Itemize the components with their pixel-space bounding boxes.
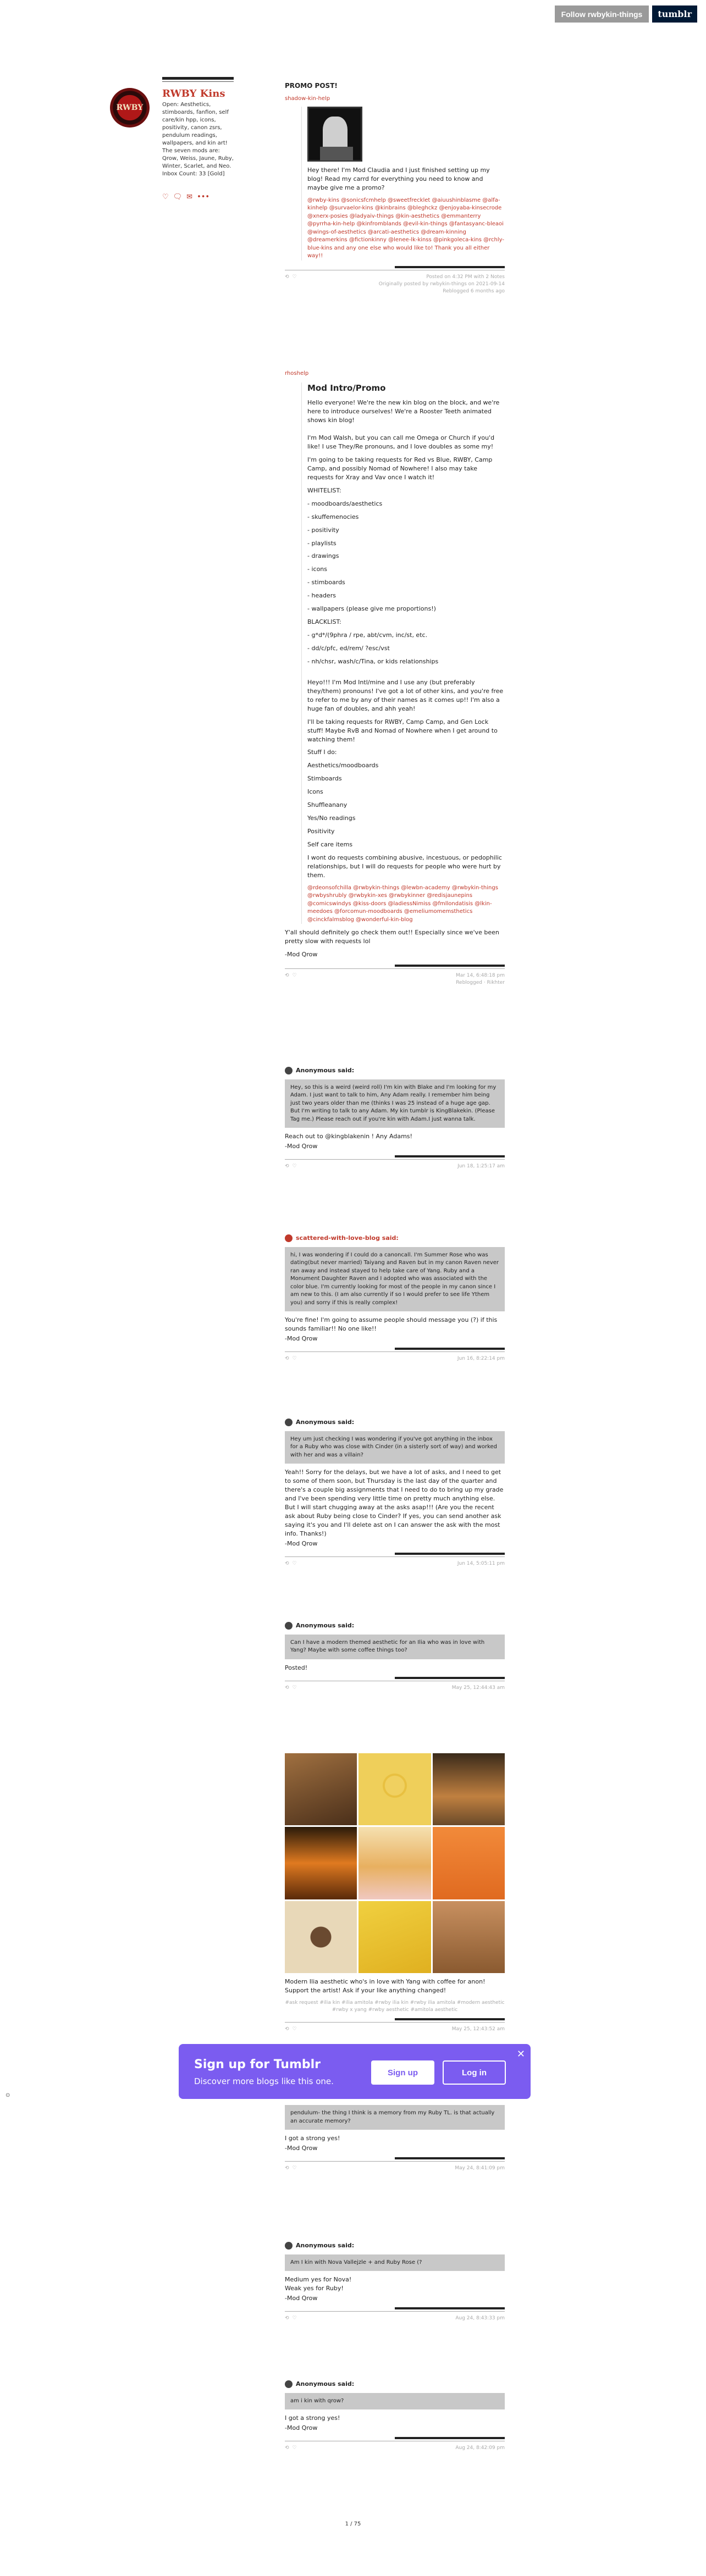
post-divider xyxy=(395,1348,505,1350)
list-item: Positivity xyxy=(307,828,335,835)
photo-cell[interactable] xyxy=(358,1901,431,1973)
list-item: - nh/chsr, wash/c/Tina, or kids relationships xyxy=(307,657,439,665)
list-item: Shuffleanany xyxy=(307,801,348,809)
pagination[interactable]: 1 / 75 xyxy=(345,2521,361,2527)
list-item: - moodboards/aesthetics xyxy=(307,500,383,507)
photo-cell[interactable] xyxy=(358,1753,431,1825)
post-ask xyxy=(285,1621,505,1692)
login-button[interactable]: Log in xyxy=(443,2060,506,2085)
asker-name: Anonymous said: xyxy=(296,1622,355,1629)
post-photoset xyxy=(285,1753,505,2033)
stuff-label: Stuff I do: xyxy=(307,749,337,756)
photo-cell[interactable] xyxy=(433,1901,505,1973)
signature: -Mod Qrow xyxy=(285,951,318,959)
ask-question: am i kin with qrow? xyxy=(285,2393,505,2410)
reblog-icon[interactable]: ⟲♡ xyxy=(285,1560,300,1566)
list-item: - icons xyxy=(307,566,328,573)
post-body: Hey there! I'm Mod Claudia and I just finished setting up my blog! Read my carrd for everything you need to know and maybe give me a promo? xyxy=(307,166,490,191)
post-mod-intro xyxy=(285,365,505,987)
post-meta: Jun 18, 1:25:17 am xyxy=(457,1164,505,1170)
asker-name[interactable]: scattered-with-love-blog said: xyxy=(296,1234,399,1242)
post-divider xyxy=(395,2018,505,2020)
ask-answer: Posted! xyxy=(285,1664,308,1671)
post-divider xyxy=(395,2157,505,2159)
ask-answer: I got a strong yes! xyxy=(285,2414,340,2422)
post-divider-thin xyxy=(285,1556,505,1557)
reblog-icon[interactable]: ⟲♡ xyxy=(285,274,300,280)
anon-avatar-icon xyxy=(285,2242,293,2250)
post-meta: May 25, 12:44:43 am xyxy=(451,1685,505,1691)
sidebar-icons xyxy=(162,192,209,203)
reblog-icon[interactable]: ⟲♡ xyxy=(285,1356,300,1362)
ask-question: Can I have a modern themed aesthetic for an Ilia who was in love with Yang? Maybe with some coffee things too? xyxy=(285,1635,505,1659)
list-item: - g*d*/(9phra / rpe, abt/cvm, inc/st, etc. xyxy=(307,631,428,639)
post-divider-thin xyxy=(285,2161,505,2162)
list-item: - headers xyxy=(307,592,336,600)
post-divider-thin xyxy=(285,2022,505,2023)
post-ask xyxy=(285,2380,505,2452)
intro-text-2: I'm Mod Walsh, but you can call me Omega or Church if you'd like! I use They/Re pronouns, and I love doubles as some my! xyxy=(307,434,495,450)
post-meta: Aug 24, 8:42:09 pm xyxy=(455,2445,505,2451)
reblog-source-link[interactable]: rhoshelp xyxy=(285,370,309,376)
ask-question: hi, I was wondering if I could do a canoncall. I'm Summer Rose who was dating(but never married) Taiyang and Raven but in my canon Raven never ran away and instead stayed to help take care of Yang. Ruby and a Monument Daughter Raven and I adopted who was associated with the color blue. I'm currently looking for most of the people in my canon since I am new to this. (I am also currently if so I would prefer to see life Ythem you) and sorry if this is really complex! xyxy=(285,1247,505,1312)
post-divider-thin xyxy=(285,1159,505,1160)
ask-answer: Medium yes for Nova! Weak yes for Ruby! xyxy=(285,2276,352,2292)
photo-cell[interactable] xyxy=(285,1827,357,1899)
post-ask xyxy=(285,1234,505,1362)
ask-answer: You're fine! I'm going to assume people should message you (?) if this sounds familiar!! No one like!! xyxy=(285,1316,498,1333)
post-meta: Jun 14, 5:05:11 pm xyxy=(457,1560,505,1566)
list-item: - positivity xyxy=(307,526,339,534)
list-item: - stimboards xyxy=(307,579,345,586)
reblog-icon[interactable]: ⟲♡ xyxy=(285,1164,300,1170)
list-item: - drawings xyxy=(307,552,339,560)
heart-icon[interactable]: ♡ xyxy=(162,193,169,201)
photo-cell[interactable] xyxy=(285,1753,357,1825)
post-divider-thin xyxy=(285,968,505,969)
ask-answer: Reach out to @kingblakenin ! Any Adams! xyxy=(285,1133,412,1140)
post-divider xyxy=(395,2437,505,2439)
mod2-text: Heyo!!! I'm Mod Intl/mine and I use any (but preferably they/them) pronouns! I've got a lot of other kins, and you're free to refer to me by any of their names as it comes up!! I'm also a huge fan of doubles, and ahh yeah! xyxy=(307,678,504,712)
asker-name: Anonymous said: xyxy=(296,2380,355,2387)
signup-banner xyxy=(179,2044,531,2099)
banner-title: Sign up for Tumblr xyxy=(194,2058,321,2071)
reblog-icon[interactable]: ⟲♡ xyxy=(285,1685,300,1691)
post-tags[interactable]: #ask request #ilia kin #ilia amitola #rwby ilia kin #rwby ilia amitola #modern aesthetic #rwby x yang #rwby aesthetic #amitola aesthetic xyxy=(285,1999,505,2013)
avatar[interactable]: RWBY xyxy=(110,88,150,128)
list-item: - wallpapers (please give me proportions!) xyxy=(307,605,436,613)
scroll-indicator-icon[interactable]: ⊙ xyxy=(5,2092,10,2098)
chat-icon[interactable]: 🗨 xyxy=(173,193,183,201)
list-item: Icons xyxy=(307,788,323,796)
asker-name: Anonymous said: xyxy=(296,2242,355,2249)
asker-name: Anonymous said: xyxy=(296,1067,355,1074)
list-item: Self care items xyxy=(307,841,353,848)
reblog-icon[interactable]: ⟲♡ xyxy=(285,2026,300,2032)
anon-avatar-icon xyxy=(285,1622,293,1630)
reblog-icon[interactable]: ⟲♡ xyxy=(285,973,300,979)
anon-avatar-icon xyxy=(285,1067,293,1074)
list-item: Aesthetics/moodboards xyxy=(307,762,379,769)
photo-cell[interactable] xyxy=(433,1827,505,1899)
intro-text-3: I'm going to be taking requests for Red vs Blue, RWBY, Camp Camp, and possibly Nomad of Nowhere! I also may take requests for Xray and Vav once I watch it! xyxy=(307,456,493,481)
reblog-icon[interactable]: ⟲♡ xyxy=(285,2315,300,2322)
reblog-source-link[interactable]: shadow-kin-help xyxy=(285,96,330,102)
list-item: - playlists xyxy=(307,539,337,547)
follow-button[interactable]: Follow rwbykin-things xyxy=(555,5,649,23)
post-divider-thin xyxy=(285,1351,505,1352)
blog-title[interactable]: RWBY Kins xyxy=(162,88,225,99)
post-mentions[interactable]: @rwby-kins @sonicsfcmhelp @sweetfrecklet @aiuushinblasme @alfa-kinhelp @survaelor-kins @kinbrains @bleghckz @enjoyaba-kinsecrode @xnerx-posies @ladyaiv-things @kin-aesthetics @emmanterry @pyrrha-kin-help @kinfromblands @evil-kin-things @fantasyanc-bleaoi @wings-of-aesthetics @arcati-aesthetics @dream-kinning @dreamerkins @fictionkinny @lenee-lk-kinss @pinkgoleca-kins @rchly-blue-kins and any one else who would like to! Thank you all either way!! xyxy=(307,197,505,259)
photo-cell[interactable] xyxy=(285,1901,357,1973)
closing-text: Y'all should definitely go check them out!! Especially since we've been pretty slow with requests lol xyxy=(285,929,499,945)
post-title: Mod Intro/Promo xyxy=(307,383,386,393)
post-meta-time: Reblogged 6 months ago xyxy=(443,288,505,294)
post-divider xyxy=(395,965,505,967)
signature: -Mod Qrow xyxy=(285,2144,318,2152)
sidebar-divider xyxy=(162,77,234,80)
post-divider-thin xyxy=(285,2311,505,2312)
post-caption: Modern Ilia aesthetic who's in love with Yang with coffee for anon! Support the artist! Ask if your like anything changed! xyxy=(285,1978,486,1994)
post-ask xyxy=(285,1066,505,1170)
reblog-icon[interactable]: ⟲♡ xyxy=(285,2445,300,2451)
post-image[interactable] xyxy=(307,107,362,162)
list-item: Yes/No readings xyxy=(307,815,356,822)
mail-icon[interactable]: ✉ xyxy=(186,193,193,201)
post-title: PROMO POST! xyxy=(285,82,338,90)
list-item: Stimboards xyxy=(307,775,342,783)
ask-question: Am I kin with Nova Vallejzle + and Ruby Rose (? xyxy=(285,2254,505,2272)
banner-subtitle: Discover more blogs like this one. xyxy=(194,2076,334,2086)
signature: -Mod Qrow xyxy=(285,2424,318,2432)
whitelist-label: WHITELIST: xyxy=(307,486,341,494)
photo-cell[interactable] xyxy=(433,1753,505,1825)
aesthetic-image-grid[interactable] xyxy=(285,1753,505,1973)
list-item: - dd/c/pfc, ed/rem/ ?esc/vst xyxy=(307,645,390,652)
post-meta: Posted on 4:32 PM with 2 Notes xyxy=(426,274,505,280)
post-divider xyxy=(395,1155,505,1157)
ask-question: pendulum- the thing I think is a memory from my Ruby TL. is that actually an accurate memory? xyxy=(285,2105,505,2130)
ask-question: Hey um just checking I was wondering if you've got anything in the inbox for a Ruby who was close with Cinder (in a sisterly sort of way) and worked with her and was a villain? xyxy=(285,1431,505,1464)
anon-avatar-icon xyxy=(285,1419,293,1426)
post-meta-source: Reblogged · Rikhter xyxy=(456,980,505,986)
signup-button[interactable]: Sign up xyxy=(371,2060,434,2085)
tumblr-logo-button[interactable]: tumblr xyxy=(652,5,697,23)
signature: -Mod Qrow xyxy=(285,1539,318,1547)
post-ask xyxy=(285,2241,505,2322)
post-divider xyxy=(395,266,505,268)
photo-cell[interactable] xyxy=(358,1827,431,1899)
post-divider xyxy=(395,1553,505,1555)
blog-description: Open: Aesthetics, stimboards, fanfion, self care/kin hpp, icons, positivity, canon zsrs, pendulum readings, wallpapers, and kin art! The seven mods are: Qrow, Weiss, Jaune, Ruby, Winter, Scarlet, and Neo. Inbox Count: 33 [Gold] xyxy=(162,102,234,177)
top-actions xyxy=(555,5,697,23)
post-ask xyxy=(285,1418,505,1567)
post-meta-source: Originally posted by rwbykin-things on 2021-09-14 xyxy=(378,281,505,287)
post-ask xyxy=(285,2105,505,2172)
post-promo xyxy=(285,81,505,295)
mod2b-text: I'll be taking requests for RWBY, Camp Camp, and Gen Lock stuff! Maybe RvB and Nomad of Nowhere when I get around to watching them! xyxy=(307,718,498,743)
ask-question: Hey, so this is a weird (weird roll) I'm kin with Blake and I'm looking for my Adam. I just want to talk to him, Any Adam really. I remember him being just two years older than me (thinks I was 25 instead of a huge age gap. But I'm writing to talk to any Adam. My kin tumblr is KingBlakekin. (Please Tag me.) Please reach out if you're kin with Adam.I just wanna talk. xyxy=(285,1079,505,1128)
close-icon[interactable]: ✕ xyxy=(516,2048,525,2060)
user-avatar-icon xyxy=(285,1234,293,1242)
post-mentions[interactable]: @rdeonsofchilla @rwbykin-things @lewbn-academy @rwbykin-things @rwbyshrubly @rwbykin-xes @rwbykinner @redisjaunepins @comicswindys @kiss-doors @ladiessNimiss @fmllondatisis @lkin-meedoes @forcomun-moodboards @emeliumomemsthetics @cinckfalmsblog @wonderful-kin-blog xyxy=(307,884,498,923)
post-divider xyxy=(395,1677,505,1679)
signature: -Mod Qrow xyxy=(285,2295,318,2302)
list-item: - skuffemenocies xyxy=(307,513,359,520)
ask-answer: I got a strong yes! xyxy=(285,2135,340,2142)
ask-answer: Yeah!! Sorry for the delays, but we have a lot of asks, and I need to get to some of them soon, but Thursday is the last day of the quarter and there's a couple big assignments that I need to do to bring up my grade and I've been spending very little time on pretty much anything else. But I will start chugging away at the asks asap!!! (Are you the recent ask about Ruby being close to Cinder? If yes, you can send another ask saying it's you and I'll delete ast on I can answer the ask with the most info. Thanks!) xyxy=(285,1469,504,1537)
signature: -Mod Qrow xyxy=(285,1143,318,1150)
post-meta: Mar 14, 6:48:18 pm xyxy=(455,973,505,979)
sidebar-divider-thin xyxy=(162,81,234,82)
blacklist-label: BLACKLIST: xyxy=(307,618,341,626)
anon-avatar-icon xyxy=(285,2380,293,2388)
post-meta: Aug 24, 8:43:33 pm xyxy=(455,2315,505,2322)
more-icon[interactable]: ••• xyxy=(197,193,210,201)
signature: -Mod Qrow xyxy=(285,1335,318,1343)
reblog-icon[interactable]: ⟲♡ xyxy=(285,2165,300,2171)
wont-text: I wont do requests combining abusive, incestuous, or pedophilic relationships, but I will do requests for people who were hurt by them. xyxy=(307,854,502,879)
asker-name: Anonymous said: xyxy=(296,1419,355,1426)
post-meta: May 25, 12:43:52 am xyxy=(451,2026,505,2032)
post-meta: Jun 16, 8:22:14 pm xyxy=(457,1356,505,1362)
post-divider xyxy=(395,2307,505,2309)
post-meta: May 24, 8:41:09 pm xyxy=(455,2165,505,2171)
intro-text: Hello everyone! We're the new kin blog on the block, and we're here to introduce ourselves! We're a Rooster Teeth animated shows kin blog! xyxy=(307,399,500,424)
